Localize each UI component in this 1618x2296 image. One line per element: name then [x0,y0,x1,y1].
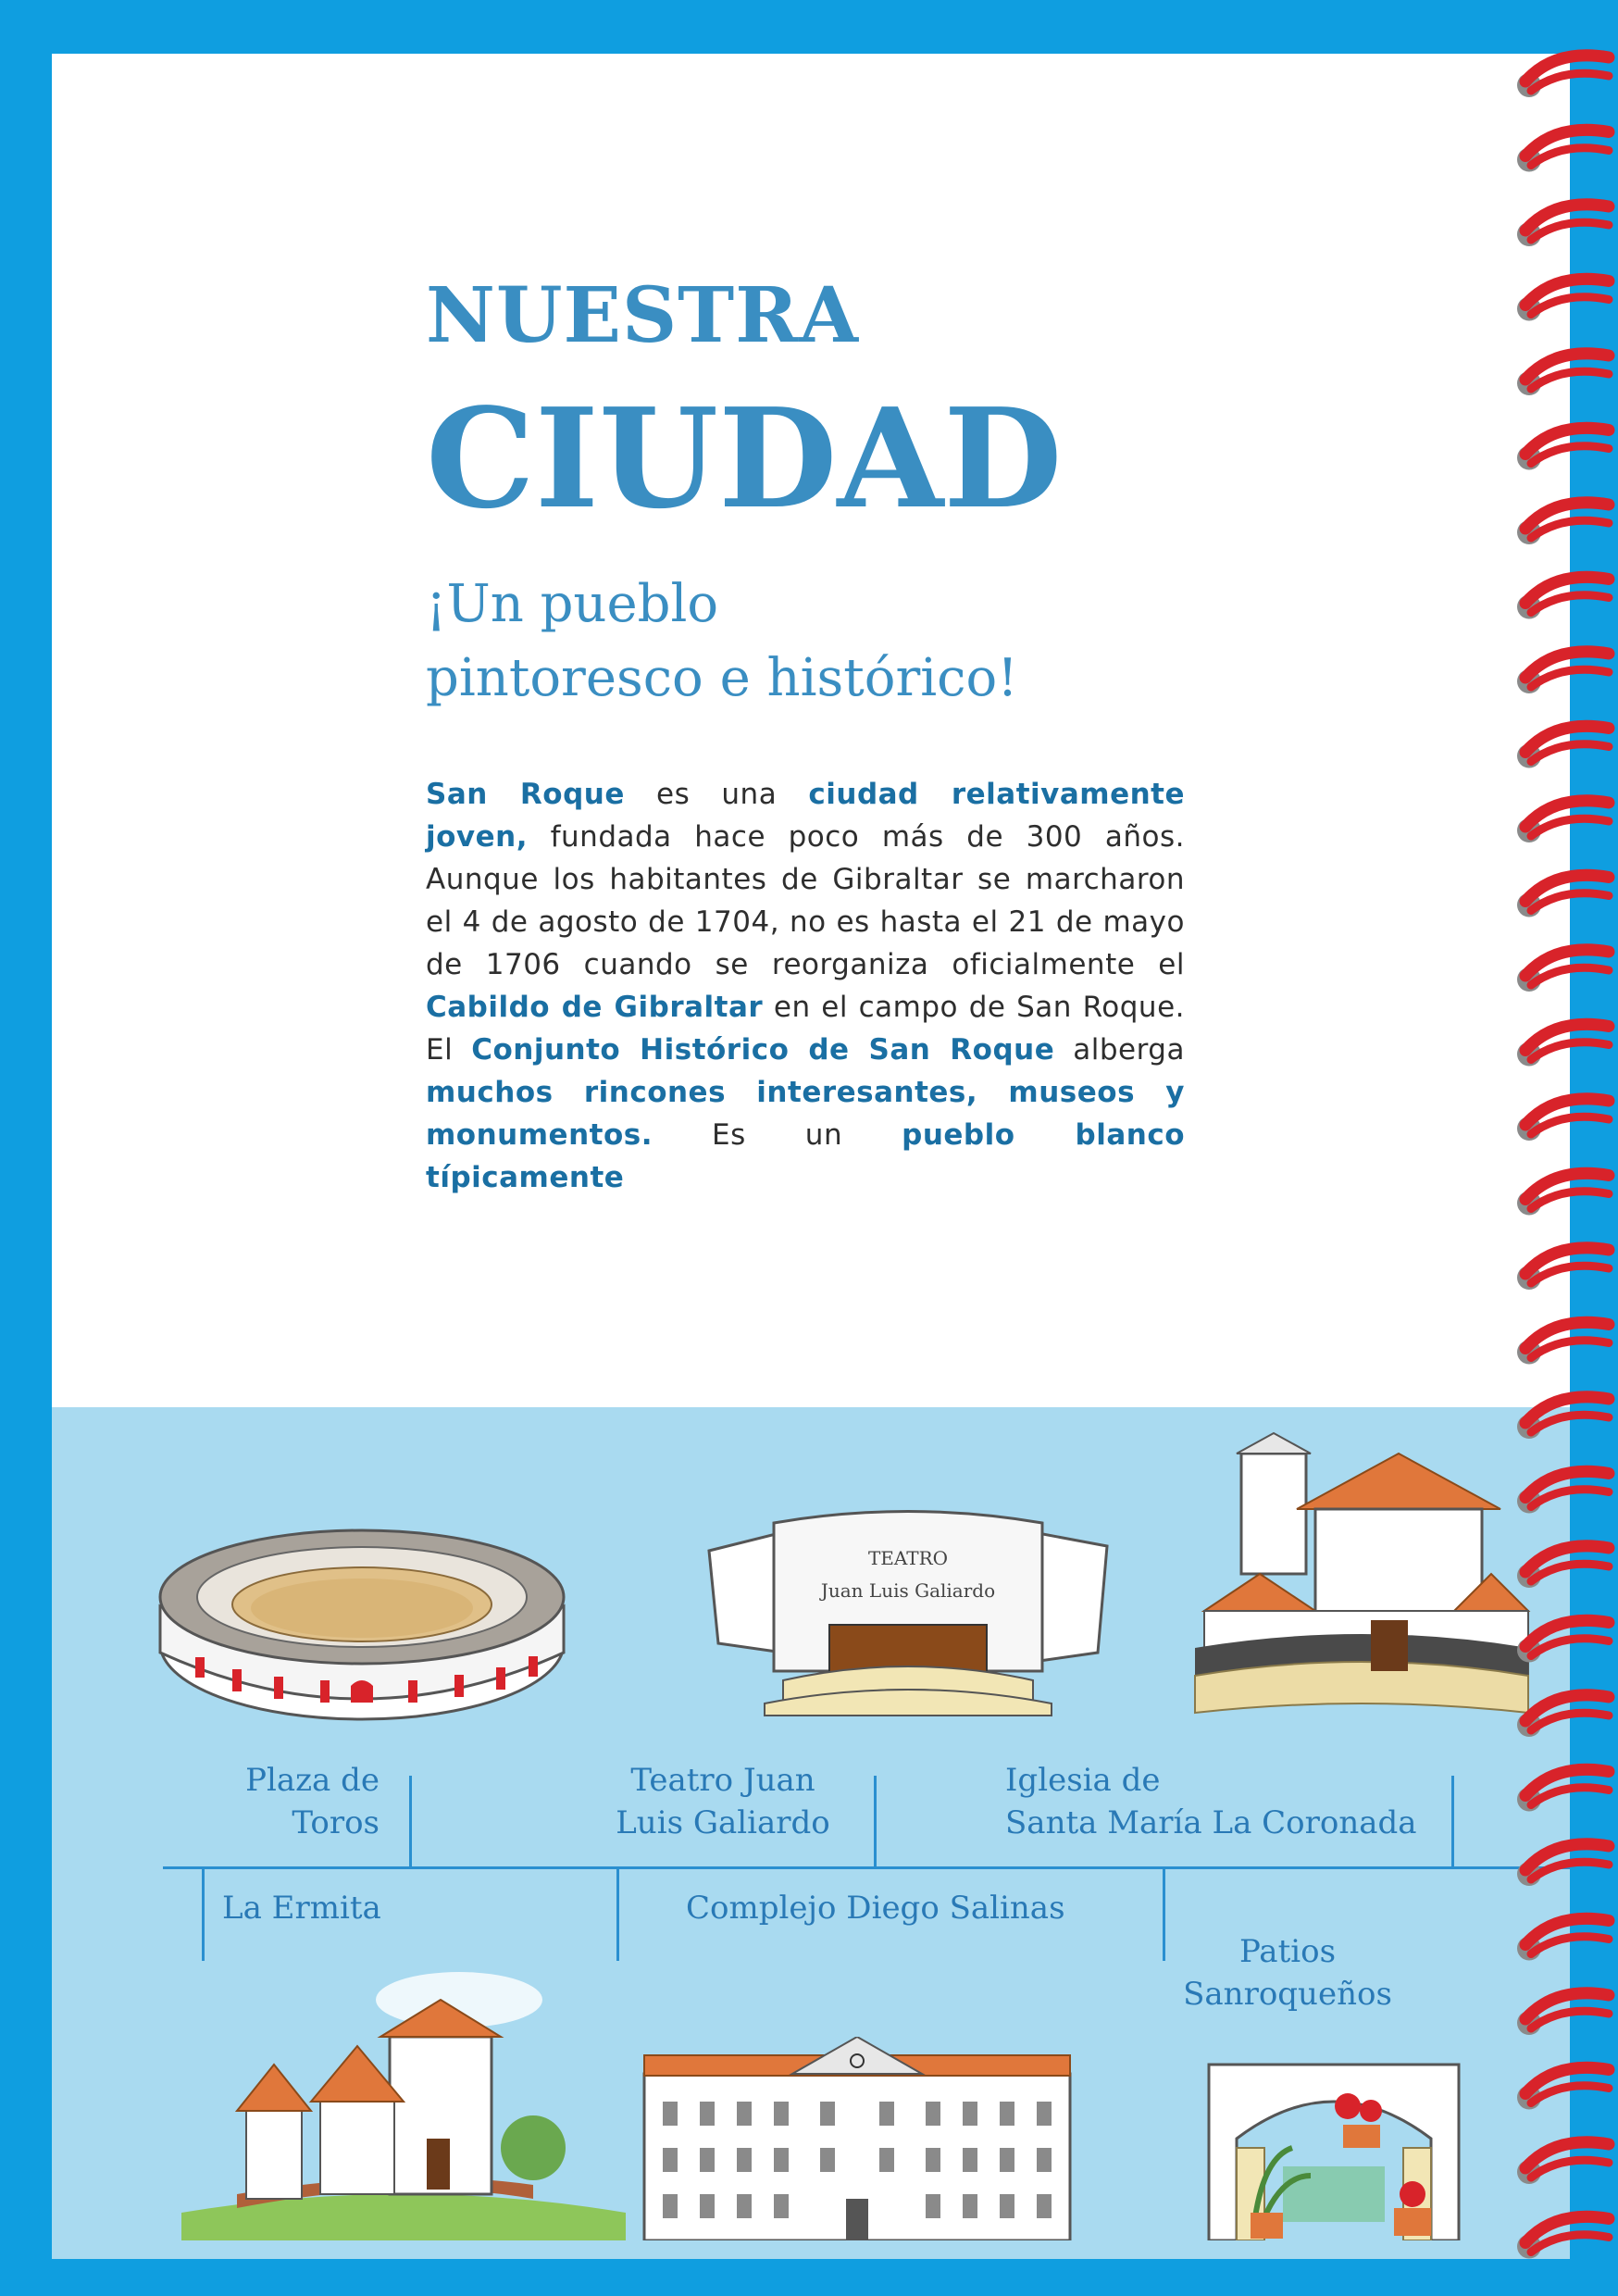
spiral-ring [1517,950,1609,992]
spiral-ring [1517,726,1609,767]
label-line: Santa María La Coronada [1005,1804,1417,1841]
spiral-ring [1517,1695,1609,1737]
spiral-ring [1517,801,1609,842]
label-line: La Ermita [222,1890,381,1927]
landmarks-band [52,1407,1570,2259]
theatre-illustration [700,1495,1116,1717]
spiral-ring [1517,205,1609,246]
subtitle-line-1: ¡Un pueblo [426,574,719,634]
spiral-ring [1517,503,1609,544]
spiral-ring [1517,577,1609,618]
spiral-ring [1517,1844,1609,1886]
title-nuestra: NUESTRA [426,271,859,360]
bullring-illustration [140,1504,584,1727]
label-plaza-toros [228,1759,380,1844]
highlight-rincones: muchos rincones interesantes, museos y monumentos. [426,1076,1185,1152]
spiral-ring [1517,1769,1609,1811]
spiral-ring [1517,875,1609,917]
spiral-ring [1517,2142,1609,2184]
spiral-ring [1517,279,1609,320]
highlight-ciudad-joven: ciudad relativamente joven, [426,778,1186,854]
text-span: en el campo de San Roque. El [426,991,1185,1067]
notebook-page [52,54,1570,2259]
spiral-ring [1517,652,1609,693]
spiral-ring [1517,1248,1609,1290]
label-line: Complejo Diego Salinas [686,1890,1065,1927]
label-complejo [686,1887,1065,1929]
spiral-ring [1517,1173,1609,1215]
spiral-ring [1517,1546,1609,1588]
spiral-ring [1517,56,1609,97]
spiral-ring [1517,2067,1609,2109]
label-line: Toros [292,1804,380,1841]
label-line: Teatro Juan [630,1762,815,1799]
spiral-ring [1517,428,1609,469]
text-span: Es un [652,1118,902,1152]
spiral-ring [1517,1024,1609,1066]
highlight-cabildo: Cabildo de Gibraltar [426,991,764,1024]
label-iglesia [1005,1759,1417,1844]
highlight-pueblo-blanco: pueblo blanco típicamente [426,1118,1185,1194]
label-line: Plaza de [245,1762,380,1799]
spiral-ring [1517,130,1609,171]
spiral-ring [1517,2216,1609,2258]
spiral-ring [1517,1993,1609,2035]
subtitle [426,568,1018,716]
intro-paragraph [426,773,1185,1199]
spiral-ring [1517,1918,1609,1960]
timeline-axis [163,1866,1570,1869]
label-line: Luis Galiardo [616,1804,830,1841]
timeline-divider-1 [409,1776,412,1868]
text-span: es una [624,778,809,811]
label-line: Iglesia de [1005,1762,1161,1799]
timeline-divider-2 [874,1776,877,1868]
patio-illustration [1200,2055,1468,2240]
label-line: Sanroqueños [1183,1976,1392,2013]
title-ciudad: CIUDAD [426,378,1063,539]
theatre-sign-line-2: Juan Luis Galiardo [820,1579,996,1602]
highlight-conjunto-historico: Conjunto Histórico de San Roque [471,1033,1055,1067]
spiral-ring [1517,354,1609,395]
highlight-san-roque: San Roque [426,778,625,811]
subtitle-line-2: pintoresco e histórico! [426,648,1018,708]
spiral-ring [1517,1099,1609,1141]
label-line: Patios [1238,1933,1337,1970]
text-span: alberga [1054,1033,1185,1067]
hermitage-illustration [181,1963,626,2240]
timeline-divider-5 [616,1868,619,1961]
spiral-ring [1517,1471,1609,1513]
label-patios [1181,1930,1394,2015]
label-teatro [589,1759,857,1844]
complex-illustration [635,2037,1079,2240]
spiral-ring [1517,1620,1609,1662]
spiral-binding [1453,0,1618,2296]
spiral-ring [1517,1322,1609,1364]
theatre-sign-line-1: TEATRO [867,1547,949,1569]
spiral-ring [1517,1397,1609,1439]
timeline-divider-6 [1163,1868,1165,1961]
timeline-divider-4 [202,1868,205,1961]
label-ermita [222,1887,381,1929]
text-span: fundada hace poco más de 300 años. Aunque los habitantes de Gibraltar se marcharon el 4 de agosto de 1704, no es hasta el 21 de mayo de 1706 cuando se reorganiza oficialmente el [426,820,1185,981]
